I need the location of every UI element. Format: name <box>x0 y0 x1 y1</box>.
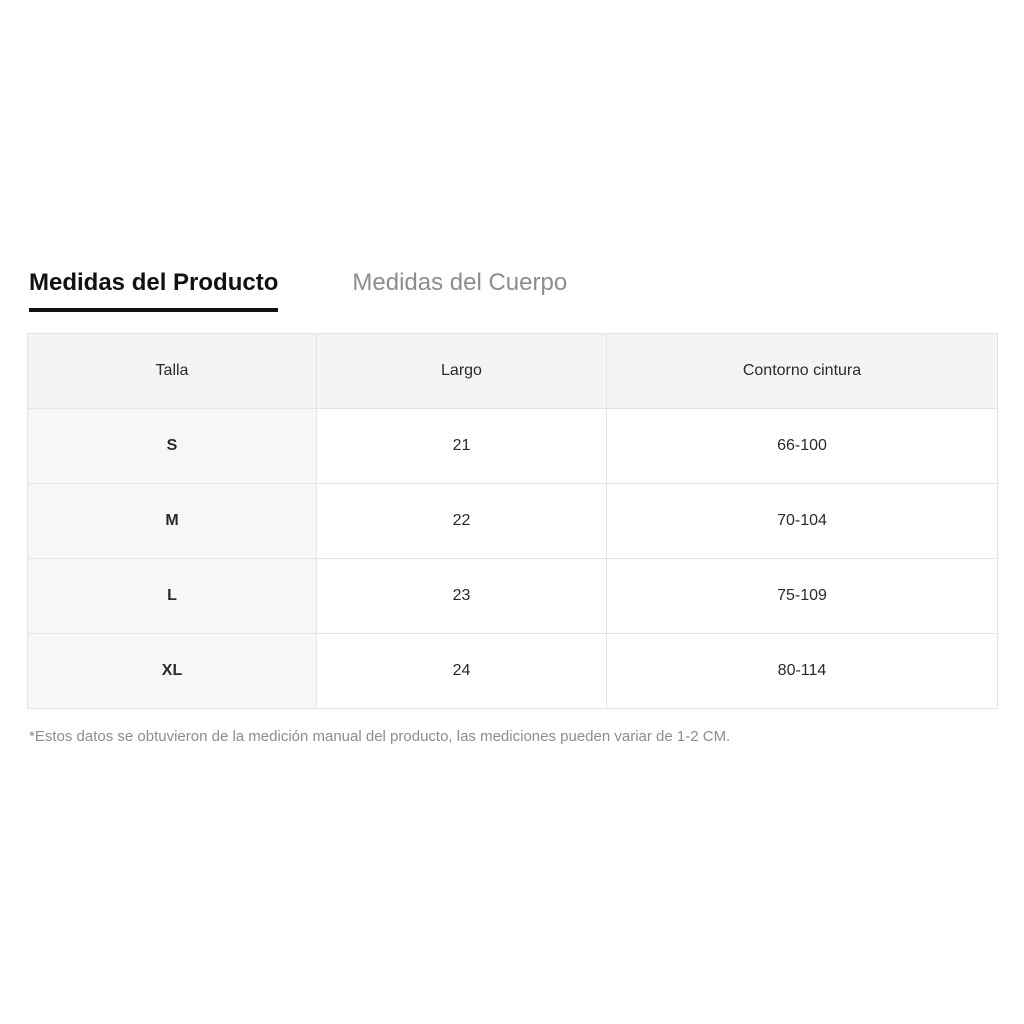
cell-cintura: 75-109 <box>607 559 998 634</box>
size-table-wrapper <box>27 333 997 709</box>
cell-largo: 24 <box>317 634 607 709</box>
measurement-tabs <box>27 268 997 312</box>
column-header-largo: Largo <box>317 334 607 409</box>
cell-largo: 21 <box>317 409 607 484</box>
cell-largo: 22 <box>317 484 607 559</box>
size-table-header <box>28 334 998 409</box>
table-row <box>28 409 998 484</box>
column-header-talla: Talla <box>28 334 317 409</box>
size-table <box>27 333 998 709</box>
table-row <box>28 559 998 634</box>
tab-body-measurements[interactable]: Medidas del Cuerpo <box>352 269 568 296</box>
table-row <box>28 484 998 559</box>
tab-product-measurements[interactable]: Medidas del Producto <box>29 268 278 312</box>
cell-largo: 23 <box>317 559 607 634</box>
cell-cintura: 66-100 <box>607 409 998 484</box>
cell-size: L <box>28 559 317 634</box>
cell-cintura: 80-114 <box>607 634 998 709</box>
table-row <box>28 634 998 709</box>
measurement-disclaimer: *Estos datos se obtuvieron de la medición manual del producto, las mediciones pueden variar de 1-2 CM. <box>29 728 731 745</box>
cell-cintura: 70-104 <box>607 484 998 559</box>
size-chart-section <box>27 268 997 747</box>
cell-size: M <box>28 484 317 559</box>
column-header-contorno-cintura: Contorno cintura <box>607 334 998 409</box>
size-table-body <box>28 409 998 709</box>
table-header-row <box>28 334 998 409</box>
cell-size: S <box>28 409 317 484</box>
cell-size: XL <box>28 634 317 709</box>
